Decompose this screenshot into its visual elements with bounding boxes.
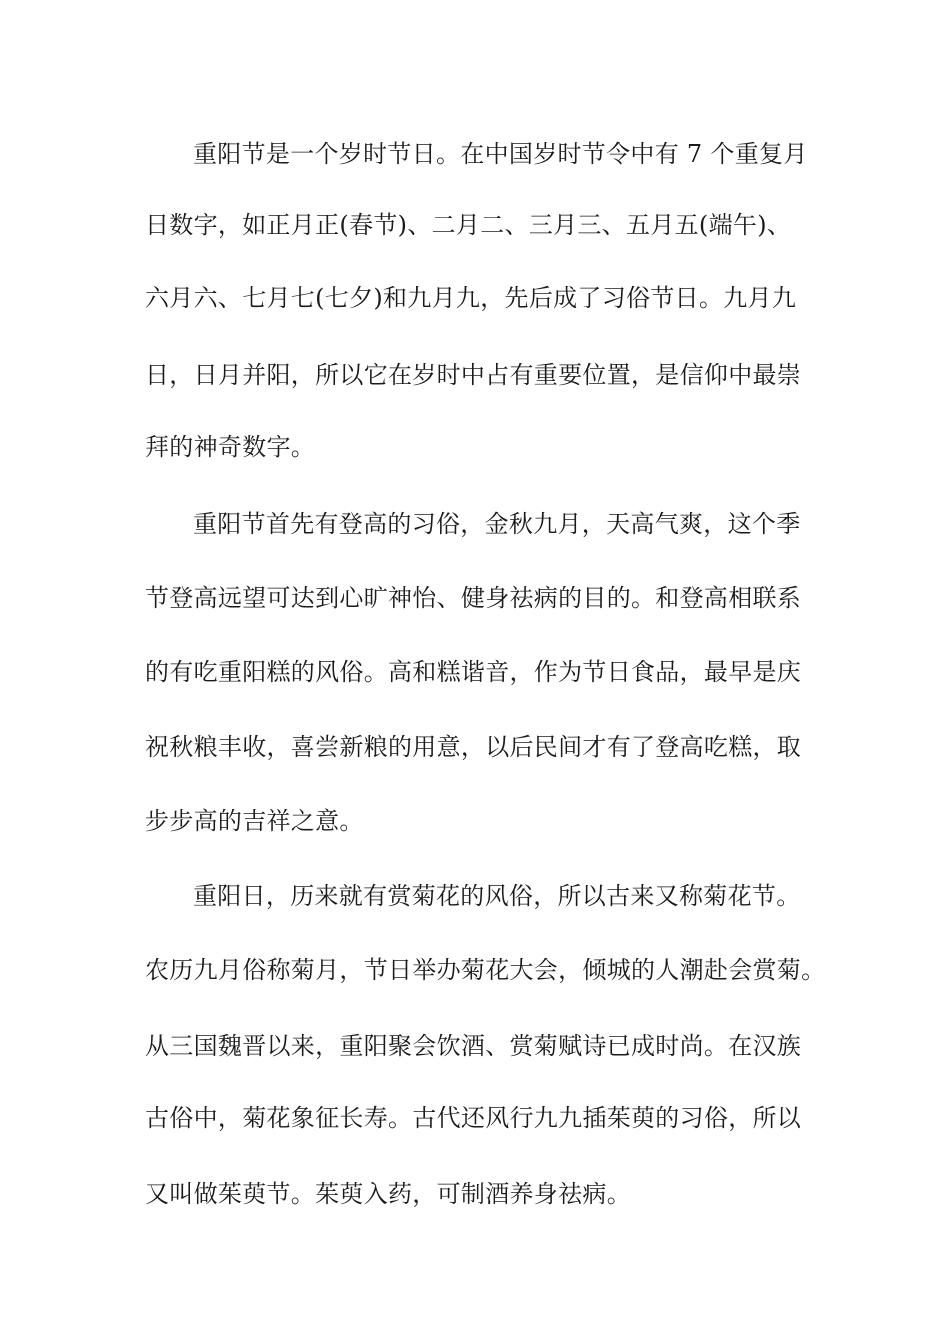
paragraph-line: 祝秋粮丰收，喜尝新粮的用意，以后民间才有了登高吃糕，取 [145,733,802,761]
paragraph-line: 六月六、七月七(七夕)和九月九，先后成了习俗节日。九月九 [145,284,797,312]
paragraph-line: 日数字，如正月正(春节)、二月二、三月三、五月五(端午)、 [145,211,792,239]
paragraph-line: 步步高的吉祥之意。 [145,807,364,835]
paragraph-line: 又叫做茱萸节。茱萸入药，可制酒养身祛病。 [145,1180,631,1208]
paragraph-line: 从三国魏晋以来，重阳聚会饮酒、赏菊赋诗已成时尚。在汉族 [145,1032,802,1060]
paragraph-line: 重阳日，历来就有赏菊花的风俗，所以古来又称菊花节。 [193,882,801,910]
paragraph-line: 古俗中，菊花象征长寿。古代还风行九九插茱萸的习俗，所以 [145,1104,802,1132]
paragraph-line: 的有吃重阳糕的风俗。高和糕谐音，作为节日食品，最早是庆 [145,658,802,686]
paragraph-line: 农历九月俗称菊月，节日举办菊花大会，倾城的人潮赴会赏菊。 [145,956,826,984]
paragraph-line: 拜的神奇数字。 [145,433,316,461]
paragraph-line: 日，日月并阳，所以它在岁时中占有重要位置，是信仰中最崇 [145,361,802,389]
paragraph-line: 节登高远望可达到心旷神怡、健身祛病的目的。和登高相联系 [145,584,802,612]
paragraph-line: 重阳节首先有登高的习俗，金秋九月，天高气爽，这个季 [193,510,801,538]
paragraph-line: 重阳节是一个岁时节日。在中国岁时节令中有 7 个重复月 [193,140,808,168]
